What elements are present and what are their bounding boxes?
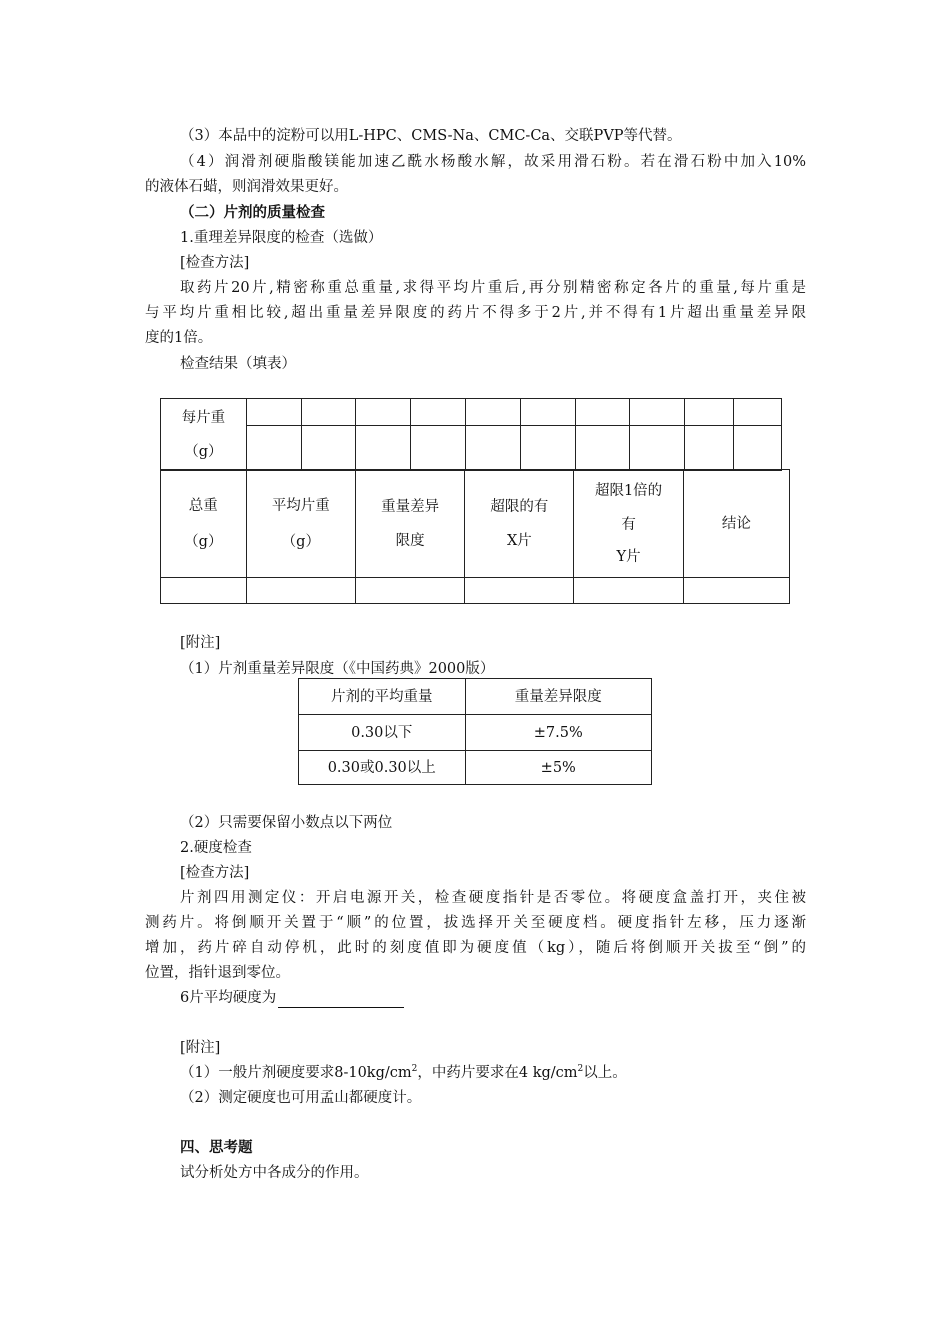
limit-row1-limit: ±7.5% xyxy=(465,715,652,751)
weight-cell[interactable] xyxy=(356,399,411,426)
weight-cell[interactable] xyxy=(734,399,782,426)
appendix-label-2: [附注] xyxy=(180,1040,221,1056)
weight-cell[interactable] xyxy=(246,426,301,471)
total-weight-header xyxy=(161,470,247,578)
average-hardness-row xyxy=(180,988,404,1008)
weight-cell[interactable] xyxy=(301,399,356,426)
over-double-y-count: Y片 xyxy=(616,548,641,565)
weight-limit-header xyxy=(356,470,465,578)
weight-cell[interactable] xyxy=(575,426,630,471)
method2-line1: 片剂四用测定仪：开启电源开关，检查硬度指针是否零位。将硬度盒盖打开，夹住被 xyxy=(180,890,806,906)
conclusion-cell[interactable] xyxy=(683,578,789,604)
weight-limit-table xyxy=(298,678,652,785)
total-weight-cell[interactable] xyxy=(161,578,247,604)
average-weight-unit: （g） xyxy=(281,533,320,550)
weight-limit-cell[interactable] xyxy=(356,578,465,604)
note-lubricant-line1: （4）润滑剂硬脂酸镁能加速乙酰水杨酸水解，故采用滑石粉。若在滑石粉中加入10% xyxy=(180,154,806,170)
appendix2-item2: （2）测定硬度也可用孟山都硬度计。 xyxy=(180,1090,422,1106)
hardness-req-a: （1）一般片剂硬度要求8-10kg/cm xyxy=(180,1065,412,1081)
average-weight-text: 平均片重 xyxy=(271,497,330,514)
over-double-y-text: 超限1倍的 xyxy=(594,482,663,499)
weight-cell[interactable] xyxy=(466,399,521,426)
appendix1-item2: （2）只需要保留小数点以下两位 xyxy=(180,815,393,831)
total-weight-unit: （g） xyxy=(184,533,223,550)
limit-row1-weight: 0.30以下 xyxy=(299,715,466,751)
weight-cell[interactable] xyxy=(301,426,356,471)
method1-line1: 取药片20片,精密称重总重量,求得平均片重后,再分别精密称定各片的重量,每片重是 xyxy=(180,280,806,296)
per-tablet-weight-unit: （g） xyxy=(184,443,223,460)
over-limit-x-count: X片 xyxy=(506,532,532,549)
appendix2-item1 xyxy=(180,1063,627,1083)
hardness-req-b: ，中药片要求在4 kg/cm xyxy=(417,1065,578,1081)
over-double-y-text2: 有 xyxy=(621,516,636,533)
weight-cell[interactable] xyxy=(246,399,301,426)
total-weight-text: 总重 xyxy=(188,497,218,514)
result-label: 检查结果（填表） xyxy=(180,356,296,372)
over-limit-x-cell[interactable] xyxy=(465,578,574,604)
weight-limit-text: 重量差异 xyxy=(381,498,440,515)
method2-line3: 增加，药片碎自动停机，此时的刻度值即为硬度值（kg），随后将倒顺开关拔至“倒”的 xyxy=(145,940,806,956)
appendix1-item1: （1）片剂重量差异限度（《中国药典》2000版） xyxy=(180,661,495,677)
weight-cell[interactable] xyxy=(411,399,466,426)
weight-cell[interactable] xyxy=(520,399,575,426)
weight-cell[interactable] xyxy=(685,399,734,426)
limit-row2-weight: 0.30或0.30以上 xyxy=(299,751,466,785)
weight-cell[interactable] xyxy=(466,426,521,471)
over-limit-x-header xyxy=(465,470,574,578)
average-hardness-blank[interactable] xyxy=(278,991,404,1008)
section-quality-check-heading: （二）片剂的质量检查 xyxy=(180,204,325,221)
weight-cell[interactable] xyxy=(356,426,411,471)
method2-line4: 位置，指针退到零位。 xyxy=(145,965,290,981)
average-weight-cell[interactable] xyxy=(246,578,355,604)
over-double-y-header xyxy=(574,470,683,578)
item-weight-variation-heading: 1.重理差异限度的检查（选做） xyxy=(180,230,383,246)
weight-cell[interactable] xyxy=(685,426,734,471)
limit-header-variation: 重量差异限度 xyxy=(465,679,652,715)
limit-header-avg-weight: 片剂的平均重量 xyxy=(299,679,466,715)
weight-cell[interactable] xyxy=(630,399,685,426)
weight-cell[interactable] xyxy=(411,426,466,471)
method1-line3: 度的1倍。 xyxy=(145,330,213,346)
per-tablet-weight-label xyxy=(161,399,247,471)
weight-cell[interactable] xyxy=(520,426,575,471)
weight-cell[interactable] xyxy=(734,426,782,471)
weight-grid-table xyxy=(160,398,782,471)
note-starch-substitute: （3）本品中的淀粉可以用L-HPC、CMS-Na、CMC-Ca、交联PVP等代替。 xyxy=(180,128,682,144)
section-questions-heading: 四、思考题 xyxy=(180,1139,253,1156)
hardness-req-c: 以上。 xyxy=(583,1065,627,1081)
method1-line2: 与平均片重相比较,超出重量差异限度的药片不得多于2片,并不得有1片超出重量差异限 xyxy=(145,305,806,321)
weight-cell[interactable] xyxy=(630,426,685,471)
weight-cell[interactable] xyxy=(575,399,630,426)
method-label-2: [检查方法] xyxy=(180,865,250,881)
superscript-2: 2 xyxy=(577,1064,584,1075)
limit-row2-limit: ±5% xyxy=(465,751,652,785)
method-label-1: [检查方法] xyxy=(180,255,250,271)
average-hardness-label: 6片平均硬度为 xyxy=(180,990,277,1006)
per-tablet-weight-text: 每片重 xyxy=(181,409,226,426)
question-1: 试分析处方中各成分的作用。 xyxy=(180,1165,369,1181)
method2-line2: 测药片。将倒顺开关置于“顺”的位置，拔选择开关至硬度档。硬度指针左移，压力逐渐 xyxy=(145,915,806,931)
conclusion-header: 结论 xyxy=(683,470,789,578)
weight-limit-text2: 限度 xyxy=(395,532,425,549)
summary-table xyxy=(160,469,790,604)
superscript-2: 2 xyxy=(411,1064,418,1075)
over-double-y-cell[interactable] xyxy=(574,578,683,604)
appendix-label-1: [附注] xyxy=(180,635,221,651)
note-lubricant-line2: 的液体石蜡，则润滑效果更好。 xyxy=(145,179,348,195)
over-limit-x-text: 超限的有 xyxy=(490,498,549,515)
item-hardness-heading: 2.硬度检查 xyxy=(180,840,252,856)
average-weight-header xyxy=(246,470,355,578)
